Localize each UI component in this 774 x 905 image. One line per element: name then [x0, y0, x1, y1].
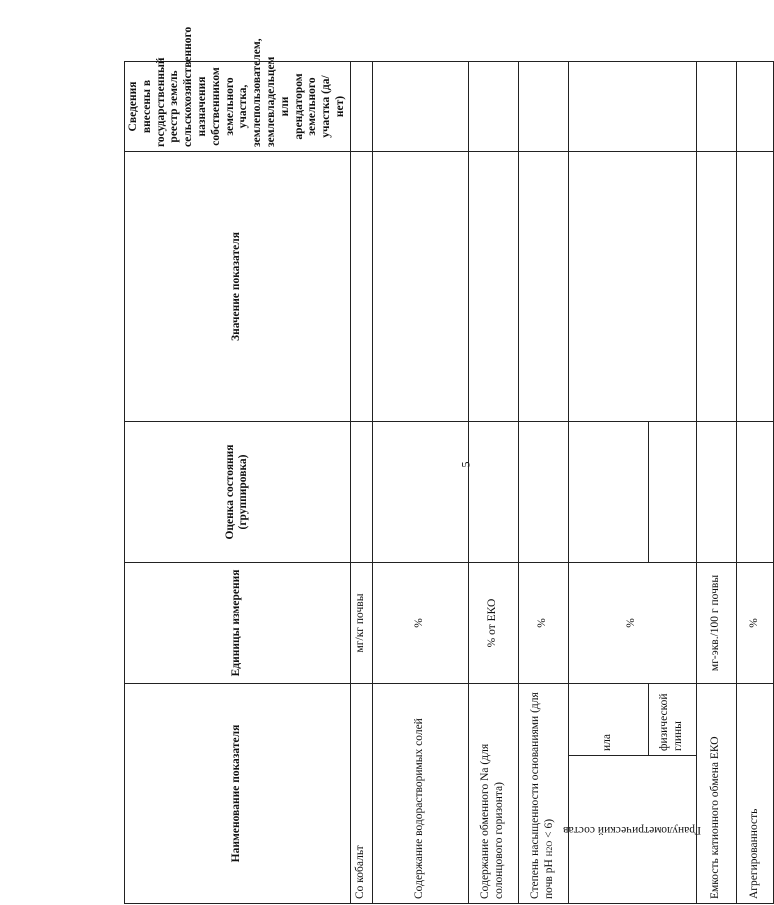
soil-indicators-table [124, 26, 774, 904]
row-value [696, 152, 736, 422]
row-registry [696, 62, 736, 152]
row-assessment [350, 422, 372, 563]
row-name: Емкость катионного обмена ЕКО [696, 684, 736, 904]
row-name: физической глины [648, 684, 696, 756]
row-registry [518, 62, 568, 152]
row-registry [736, 62, 773, 152]
header-registry: Сведения внесены в государственный реестр земель сельскохозяйственного назначения собственником земельного участка, землепользователем, землевладельцем или арендатором земельного участка (да/нет) [125, 62, 351, 152]
row-name [518, 684, 568, 904]
row-assessment [736, 422, 773, 563]
row-registry [372, 62, 468, 152]
row-assessment [648, 422, 696, 563]
row-value [468, 152, 518, 422]
row-name-sub: H2O [545, 840, 555, 857]
row-unit: % [518, 563, 568, 684]
row-value [372, 152, 468, 422]
row-name-tail: < 6) [543, 818, 556, 841]
header-unit: Единицы измерения [125, 563, 351, 684]
row-unit: % от ЕКО [468, 563, 518, 684]
row-name: Содержание водорастворимых солей [372, 684, 468, 904]
row-assessment [518, 422, 568, 563]
row-name: ила [568, 684, 648, 756]
rotated-table-container [124, 26, 760, 904]
row-registry [468, 62, 518, 152]
row-name: Co кобальт [350, 684, 372, 904]
granulometric-group-text: Гранулометрический состав [563, 824, 702, 837]
row-unit: % [372, 563, 468, 684]
row-name-text: Степень насыщенности основаниями (для почв pH [529, 692, 556, 899]
row-unit: % [736, 563, 773, 684]
row-assessment [468, 422, 518, 563]
row-assessment [372, 422, 468, 563]
row-value [568, 152, 696, 422]
header-assessment: Оценка состояния (группировка) [125, 422, 351, 563]
row-assessment [568, 422, 648, 563]
row-registry [568, 62, 696, 152]
header-value: Значение показателя [125, 152, 351, 422]
row-unit: % [568, 563, 696, 684]
row-unit: мг/кг почвы [350, 563, 372, 684]
row-name: Агрегированность [736, 684, 773, 904]
header-name: Наименование показателя [125, 684, 351, 904]
row-registry [350, 62, 372, 152]
row-value [350, 152, 372, 422]
row-name: Содержание обменного Na (для солонцового горизонта) [468, 684, 518, 904]
row-value [518, 152, 568, 422]
page-number: 5 [458, 461, 473, 468]
row-assessment [696, 422, 736, 563]
row-unit: мг-экв./100 г почвы [696, 563, 736, 684]
row-value [736, 152, 773, 422]
granulometric-group-label [563, 756, 702, 904]
